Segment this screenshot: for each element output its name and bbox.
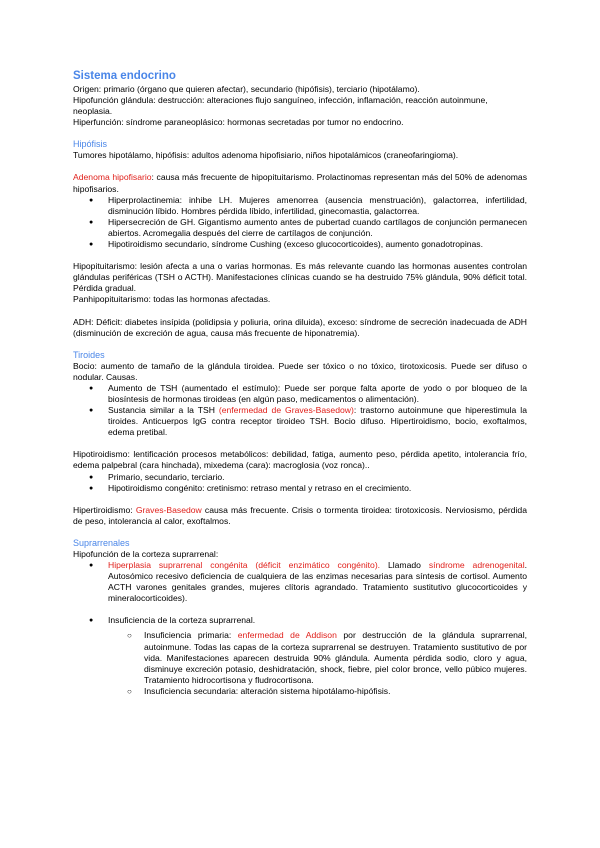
hiper-pre: Hipertiroidismo: [73, 504, 136, 515]
graves-post: : trastorno autoinmune que hiperestimula la tiroides. Anticuerpos IgG contra receptor tiroideo TSH. Bocio difuso. Hipertiroidismo, bocio, exoftalmos, edema pretibal. [108, 405, 527, 438]
bocio-text: Bocio: aumento de tamaño de la glándula tiroidea. Puede ser tóxico o no tóxico, tirotoxicosis. Puede ser difuso o nodular. Causas. [73, 360, 527, 382]
insuficiencia-list [73, 615, 527, 626]
section-title-hipofisis: Hipófisis [73, 139, 108, 150]
list-item [73, 405, 527, 438]
hiperplasia-mid: Llamado [380, 560, 429, 570]
addison-highlight: enfermedad de Addison [237, 630, 337, 641]
hiperfuncion-text: Hiperfunción: síndrome paraneoplásico: hormonas secretadas por tumor no endocrino. [73, 117, 404, 128]
list-item: ● Aumento de TSH (aumentado el estímulo): Puede ser porque falta aporte de yodo o por bloqueo de la biosíntesis de hormonas tiroideas (en algún paso, medicamentos o alimentación). [73, 383, 527, 405]
adenoma-paragraph [73, 172, 527, 194]
list-item: ● Hipotiroidismo secundario, síndrome Cushing (exceso glucocorticoides), aumento gonadotropinas. [73, 239, 527, 250]
hipotiroidismo-list [73, 472, 527, 494]
hipofuncion-text: Hipofunción glándula: destrucción: alteraciones flujo sanguíneo, infección, inflamación, reacción autoinmune, neoplasia. [73, 95, 488, 117]
graves-pre: Sustancia similar a la TSH [108, 405, 219, 416]
list-item: ● Hipotiroidismo congénito: cretinismo: retraso mental y retraso en el crecimiento. [73, 483, 527, 494]
adrenogenital-highlight: síndrome adrenogenital [428, 560, 525, 570]
adh-text: ADH: Déficit: diabetes insípida (polidipsia y poliuria, orina diluida), exceso: síndrome de secreción inadecuada de ADH (disminución de excreción de agua, causa más frecuente de hiponatremia). [73, 316, 527, 338]
hipofuncion-corteza-text: Hipofunción de la corteza suprarrenal: [73, 548, 219, 559]
origen-text: Origen: primario (órgano que quieren afectar), secundario (hipófisis), terciario (hipotálamo). [73, 84, 420, 94]
tumores-text: Tumores hipotálamo, hipófisis: adultos adenoma hipofisiario, niños hipotalámicos (craneofaringioma). [73, 150, 459, 161]
graves-highlight: (enfermedad de Graves-Basedow) [218, 405, 354, 416]
adenoma-text: : causa más frecuente de hipopituitarismo. Prolactinomas representan más del 50% de adenomas hipofisarios. [73, 172, 527, 194]
section-title-tiroides: Tiroides [73, 349, 105, 360]
list-item [73, 615, 527, 626]
list-item [73, 630, 527, 685]
hiper-post: causa más frecuente. Crisis o tormenta tiroidea: tirotoxicosis. Nerviosismo, pérdida de peso, intolerancia al calor, exoftalmos. [73, 504, 527, 526]
panhipopituitarismo-text: Panhipopituitarismo: todas las hormonas afectadas. [73, 294, 271, 305]
primaria-pre: Insuficiencia primaria: [144, 630, 238, 641]
hipotiroidismo-text: Hipotiroidismo: lentificación procesos metabólicos: debilidad, fatiga, aumento peso, pérdida apetito, intolerancia frío, edema palpebral (cara hinchada), mixedema (cara): macroglosia (voz ronca).. [73, 449, 527, 471]
section-title-endocrino: Sistema endocrino [73, 70, 176, 82]
list-item [73, 560, 527, 604]
hiperplasia-list [73, 560, 527, 604]
hiperplasia-post: . Autosómico recesivo deficiencia de cualquiera de las enzimas necesarias para síntesis de cortisol. Aumento ACTH varones genitales grandes, mujeres clítoris agrandado. Tratamiento sustitutivo glucocorticoides y mineralocorticoides). [108, 560, 528, 604]
list-item: ● Hiperprolactinemia: inhibe LH. Mujeres amenorrea (ausencia menstruación), galactorrea, infertilidad, disminución líbido. Hombres pérdida líbido, infertilidad, ginecomastia, galactorrea. [73, 195, 527, 217]
hipertiroidismo-paragraph [73, 505, 527, 527]
insuficiencia-text: Insuficiencia de la corteza suprarrenal. [108, 615, 256, 626]
hiper-highlight: Graves-Basedow [135, 504, 202, 515]
adenoma-list [73, 195, 527, 250]
insuficiencia-sublist [73, 630, 527, 697]
hipopituitarismo-text: Hipopituitarismo: lesión afecta a una o varias hormonas. Es más relevante cuando las hormonas ausentes controlan glándulas periféricas (TSH o ACTH). Manifestaciones clínicas cuando se ha destruido 75% glándula, 90% déficit total. Pérdida gradual. [73, 261, 527, 294]
adenoma-label: Adenoma hipofisario [73, 172, 152, 183]
primaria-post: por destrucción de la glándula suprarrenal, autoinmune. Todas las capas de la corteza suprarrenal se destruyen. Tratamiento sustitutivo de por vida. Manifestaciones aparecen destruida 90% glándula. Aumenta pérdida sodio, cloro y agua, disminuye excreción potasio, deshidratación, shock, fiebre, piel color bronce, vello púbico mujeres. Tratamiento hidrocortisona y fludrocortisona. [144, 630, 528, 685]
bocio-list [73, 383, 527, 438]
section-title-suprarrenales: Suprarrenales [73, 537, 130, 548]
list-item: ● Hipersecreción de GH. Gigantismo aumento antes de pubertad cuando cartílagos de conjunción permanecen abiertos. Acromegalia después del cierre de cartílagos de conjunción. [73, 217, 527, 239]
hiperplasia-highlight: Hiperplasia suprarrenal congénita (déficit enzimático congénito). [108, 560, 381, 570]
list-item: ● Primario, secundario, terciario. [73, 472, 527, 483]
list-item: ○ Insuficiencia secundaria: alteración sistema hipotálamo-hipófisis. [73, 686, 527, 697]
